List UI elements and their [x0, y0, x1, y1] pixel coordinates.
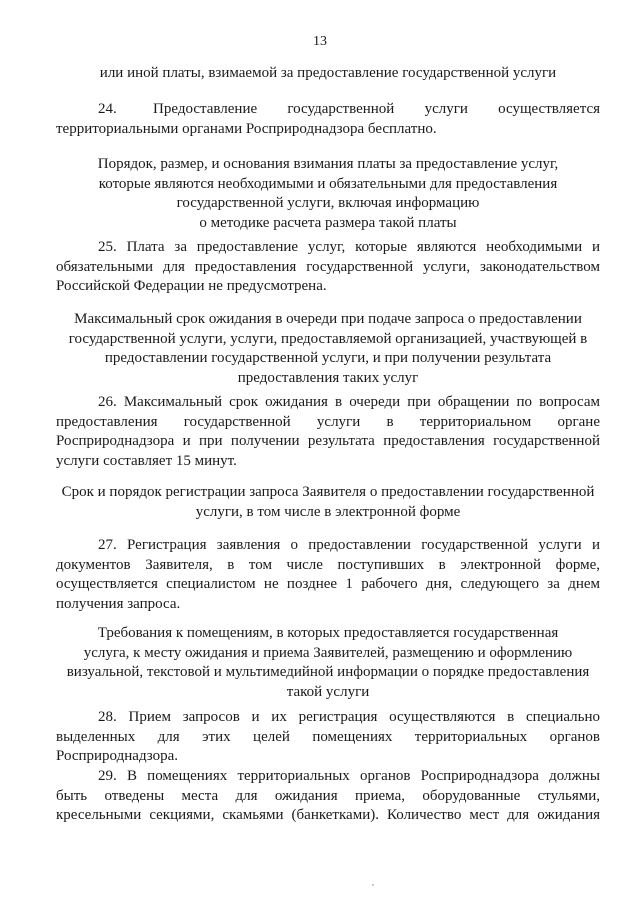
paragraph-line: обязательными для предоставления государственной услуги, законодательством: [56, 258, 600, 275]
paragraph-line: Росприроднадзора.: [56, 748, 178, 764]
paragraph-27: [56, 536, 600, 614]
paragraph-line: кресельными секциями, скамьями (банкетками). Количество мест для ожидания: [56, 807, 600, 823]
section-heading-premises: [56, 624, 600, 702]
paragraph-line: 26. Максимальный срок ожидания в очереди при обращении по вопросам: [98, 394, 600, 410]
paragraph-line: документов Заявителя, в том числе поступивших в электронной форме,: [56, 556, 600, 573]
paragraph-24: [56, 100, 600, 139]
paragraph-line: быть отведены места для ожидания приема, оборудованные стульями,: [56, 787, 600, 804]
paragraph-26: [56, 393, 600, 471]
paragraph-line: 24. Предоставление государственной услуги осуществляется: [98, 101, 600, 117]
section-heading-payment-procedure: [56, 155, 600, 233]
section-heading-queue-time: [56, 310, 600, 388]
paragraph-line: 27. Регистрация заявления о предоставлении государственной услуги и: [98, 537, 600, 553]
heading-line: государственной услуги, включая информацию: [176, 195, 480, 211]
scan-speck: [372, 884, 374, 886]
heading-line: предоставления таких услуг: [237, 369, 419, 386]
paragraph-line: выделенных для этих целей помещениях территориальных органов: [56, 728, 600, 745]
heading-line: услуга, к месту ожидания и приема Заявителей, размещению и оформлению: [83, 644, 573, 661]
heading-line: которые являются необходимыми и обязательными для предоставления: [98, 175, 558, 192]
paragraph-line: Росприроднадзора и при получении результата предоставления государственной: [56, 433, 600, 449]
paragraph-28: [56, 708, 600, 767]
paragraph-29: [56, 767, 600, 826]
heading-line: услуги, в том числе в электронной форме: [195, 503, 461, 520]
section-heading-fee: [56, 64, 600, 84]
heading-line: визуальной, текстовой и мультимедийной информации о порядке предоставления: [66, 664, 590, 680]
paragraph-line: услуги составляет 15 минут.: [56, 452, 237, 469]
page-number: 13: [313, 34, 327, 49]
heading-line: Порядок, размер, и основания взимания платы за предоставление услуг,: [97, 156, 559, 172]
heading-line: Максимальный срок ожидания в очереди при подаче запроса о предоставлении: [74, 311, 582, 327]
paragraph-line: 25. Плата за предоставление услуг, которые являются необходимыми и: [98, 239, 600, 255]
paragraph-line: 28. Прием запросов и их регистрация осуществляются в специально: [98, 709, 600, 725]
heading-line: о методике расчета размера такой платы: [199, 214, 457, 231]
heading-line: такой услуги: [286, 683, 370, 700]
heading-line: Срок и порядок регистрации запроса Заявителя о предоставлении государственной: [61, 484, 595, 500]
heading-line: государственной услуги, услуги, предоставляемой организацией, участвующей в: [68, 330, 588, 347]
paragraph-line: территориальными органами Росприроднадзора бесплатно.: [56, 120, 437, 137]
paragraph-line: предоставления государственной услуги в территориальном органе: [56, 413, 600, 430]
paragraph-line: Российской Федерации не предусмотрена.: [56, 278, 327, 294]
paragraph-line: 29. В помещениях территориальных органов Росприроднадзора должны: [98, 768, 600, 784]
heading-line: Требования к помещениям, в которых предоставляется государственная: [97, 625, 559, 641]
heading-line: или иной платы, взимаемой за предоставление государственной услуги: [99, 65, 557, 81]
paragraph-line: получения запроса.: [56, 595, 181, 612]
paragraph-line: осуществляется специалистом не позднее 1 рабочего дня, следующего за днем: [56, 576, 600, 592]
paragraph-25: [56, 238, 600, 297]
section-heading-registration: [56, 483, 600, 522]
heading-line: предоставлении государственной услуги, и при получении результата: [104, 350, 552, 366]
